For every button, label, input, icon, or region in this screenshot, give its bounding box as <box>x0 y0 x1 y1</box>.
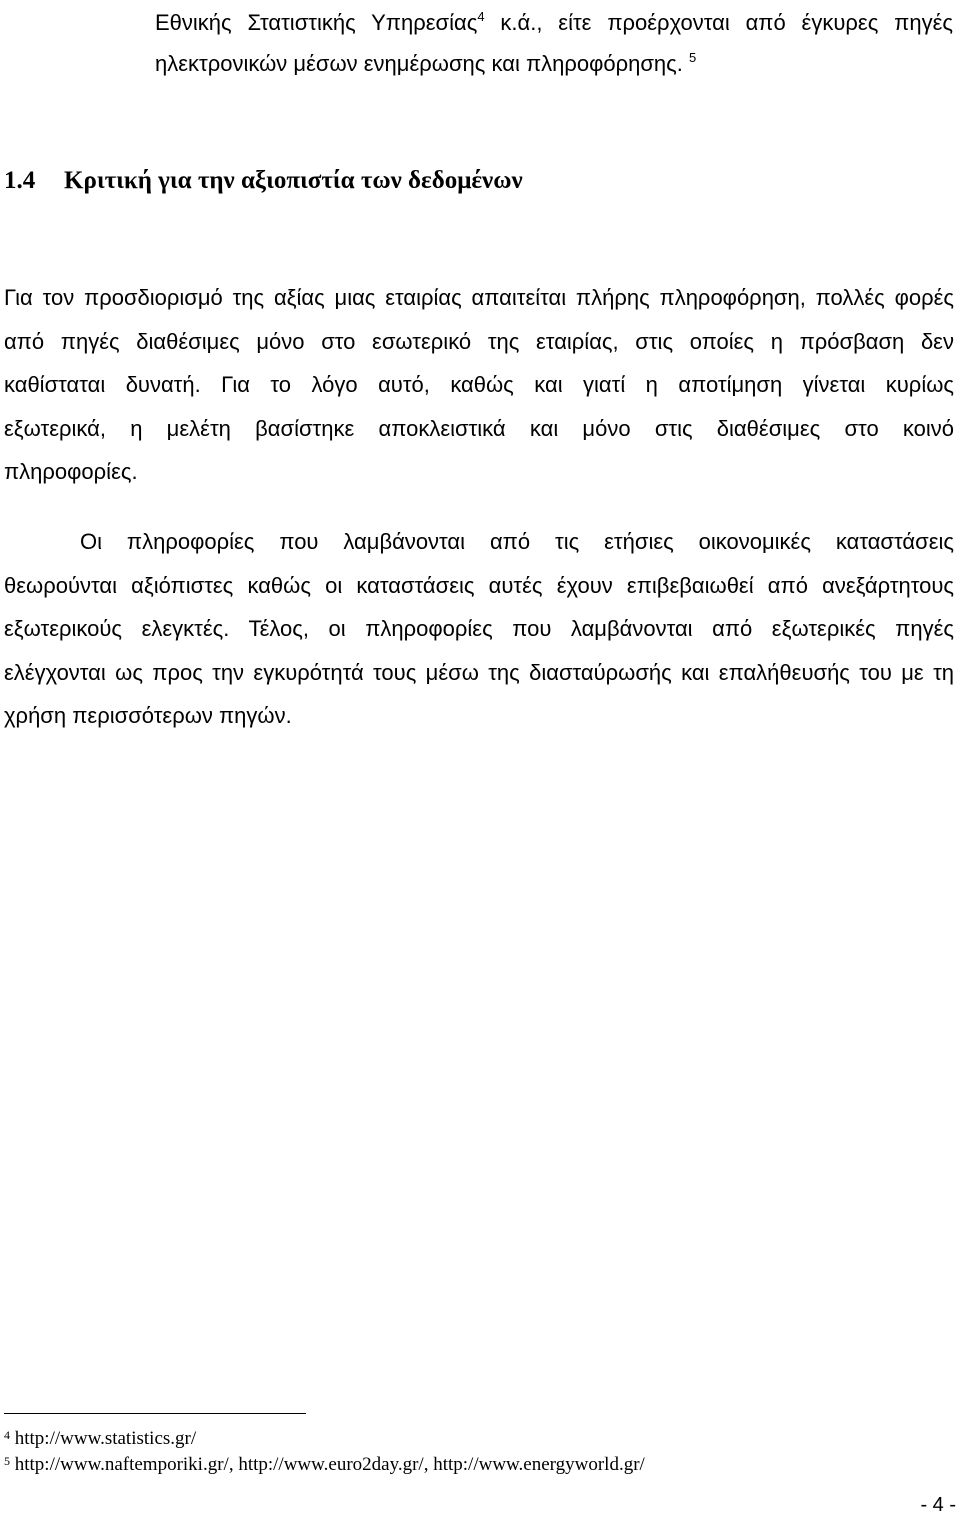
footnote-links[interactable]: http://www.naftemporiki.gr/, http://www.euro2day.gr/, http://www.energyworld.gr/ <box>10 1454 645 1475</box>
paragraph-1 <box>4 276 954 494</box>
footnote-5 <box>4 1452 645 1478</box>
paragraph-1-line: από πηγές διαθέσιμες μόνο στο εσωτερικό της εταιρίας, στις οποίες η πρόσβαση δεν <box>4 328 954 354</box>
footnote-number: 4 <box>4 1428 10 1442</box>
paragraph-2-line: χρήση περισσότερων πηγών. <box>4 703 292 729</box>
footnote-link[interactable]: http://www.statistics.gr/ <box>10 1428 197 1449</box>
intro-line-1-rest: κ.ά., είτε προέρχονται από έγκυρες πηγές <box>484 10 953 35</box>
intro-line-2-text: ηλεκτρονικών μέσων ενημέρωσης και πληροφόρησης. <box>155 51 683 76</box>
paragraph-2-line: εξωτερικούς ελεγκτές. Τέλος, οι πληροφορίες που λαμβάνονται από εξωτερικές πηγές <box>4 616 954 642</box>
paragraph-2-line: Οι πληροφορίες που λαμβάνονται από τις ετήσιες οικονομικές καταστάσεις <box>80 529 954 554</box>
intro-line-1 <box>155 2 953 43</box>
intro-line-2 <box>155 43 953 84</box>
intro-line-1-text: Εθνικής Στατιστικής Υπηρεσίας <box>155 10 478 35</box>
paragraph-2-line: θεωρούνται αξιόπιστες καθώς οι καταστάσεις αυτές έχουν επιβεβαιωθεί από ανεξάρτητους <box>4 572 954 598</box>
intro-continuation <box>155 2 953 84</box>
section-number: 1.4 <box>4 167 36 194</box>
footnotes <box>4 1426 645 1478</box>
paragraph-2 <box>4 520 954 738</box>
paragraph-1-line: καθίσταται δυνατή. Για το λόγο αυτό, καθώς και γιατί η αποτίμηση γίνεται κυρίως <box>4 372 954 398</box>
footnote-separator <box>4 1413 306 1414</box>
paragraph-1-line: Για τον προσδιορισμό της αξίας μιας εταιρίας απαιτείται πλήρης πληροφόρηση, πολλές φορές <box>4 285 954 310</box>
footnote-ref-5: 5 <box>689 50 697 65</box>
paragraph-1-line: εξωτερικά, η μελέτη βασίστηκε αποκλειστικά και μόνο στις διαθέσιμες στο κοινό <box>4 415 954 441</box>
section-title: Κριτική για την αξιοπιστία των δεδομένων <box>64 167 523 194</box>
paragraph-1-line: πληροφορίες. <box>4 459 138 485</box>
footnote-ref-4: 4 <box>477 9 485 24</box>
section-heading <box>4 164 523 198</box>
paragraph-2-line: ελέγχονται ως προς την εγκυρότητά τους μέσω της διασταύρωσής και επαλήθευσής του με τη <box>4 659 954 685</box>
footnote-number: 5 <box>4 1454 10 1468</box>
page-number: - 4 - <box>920 1494 956 1516</box>
footnote-4 <box>4 1426 645 1452</box>
